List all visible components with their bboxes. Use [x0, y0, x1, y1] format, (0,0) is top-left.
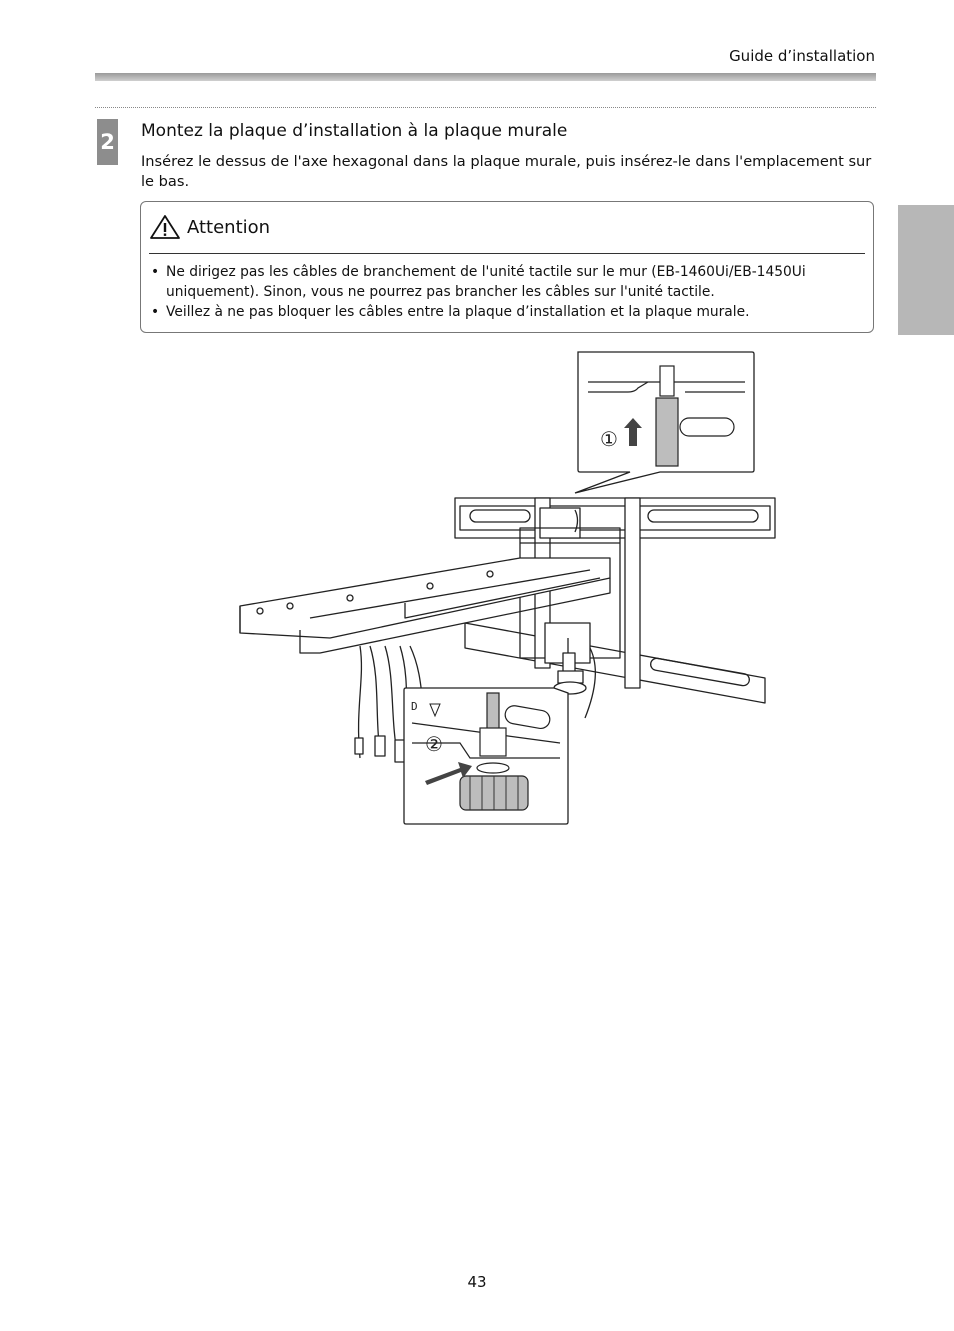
step-number-badge: 2 — [97, 119, 118, 165]
header-title: Guide d’installation — [729, 47, 875, 65]
step-title: Montez la plaque d’installation à la plaque murale — [141, 121, 568, 141]
warning-icon — [149, 214, 181, 240]
attention-header — [149, 214, 270, 240]
attention-label: Attention — [187, 216, 271, 238]
step-instruction: Insérez le dessus de l'axe hexagonal dans la plaque murale, puis insérez-le dans l'emplacement sur le bas. — [141, 153, 872, 190]
attention-item: • Ne dirigez pas les câbles de branchement de l'unité tactile sur le mur (EB-1460Ui/EB-1450Ui uniquement). Sinon, vous ne pourrez pas brancher les câbles sur l'unité tactile. — [151, 262, 863, 302]
attention-item: • Veillez à ne pas bloquer les câbles entre la plaque d’installation et la plaque murale. — [151, 302, 863, 322]
header-rule — [95, 73, 876, 81]
attention-rule — [149, 253, 865, 254]
callout-number-1: ① — [600, 427, 618, 451]
page-number: 43 — [467, 1273, 487, 1291]
side-tab — [898, 205, 954, 335]
attention-list — [151, 262, 863, 322]
callout-number-2: ② — [425, 732, 443, 756]
mounting-illustration — [230, 348, 790, 828]
detail-callout-2 — [404, 688, 568, 824]
section-divider — [95, 107, 876, 108]
figure-letter-d: D — [411, 700, 418, 713]
detail-callout-1 — [575, 352, 754, 493]
attention-box — [140, 201, 874, 333]
